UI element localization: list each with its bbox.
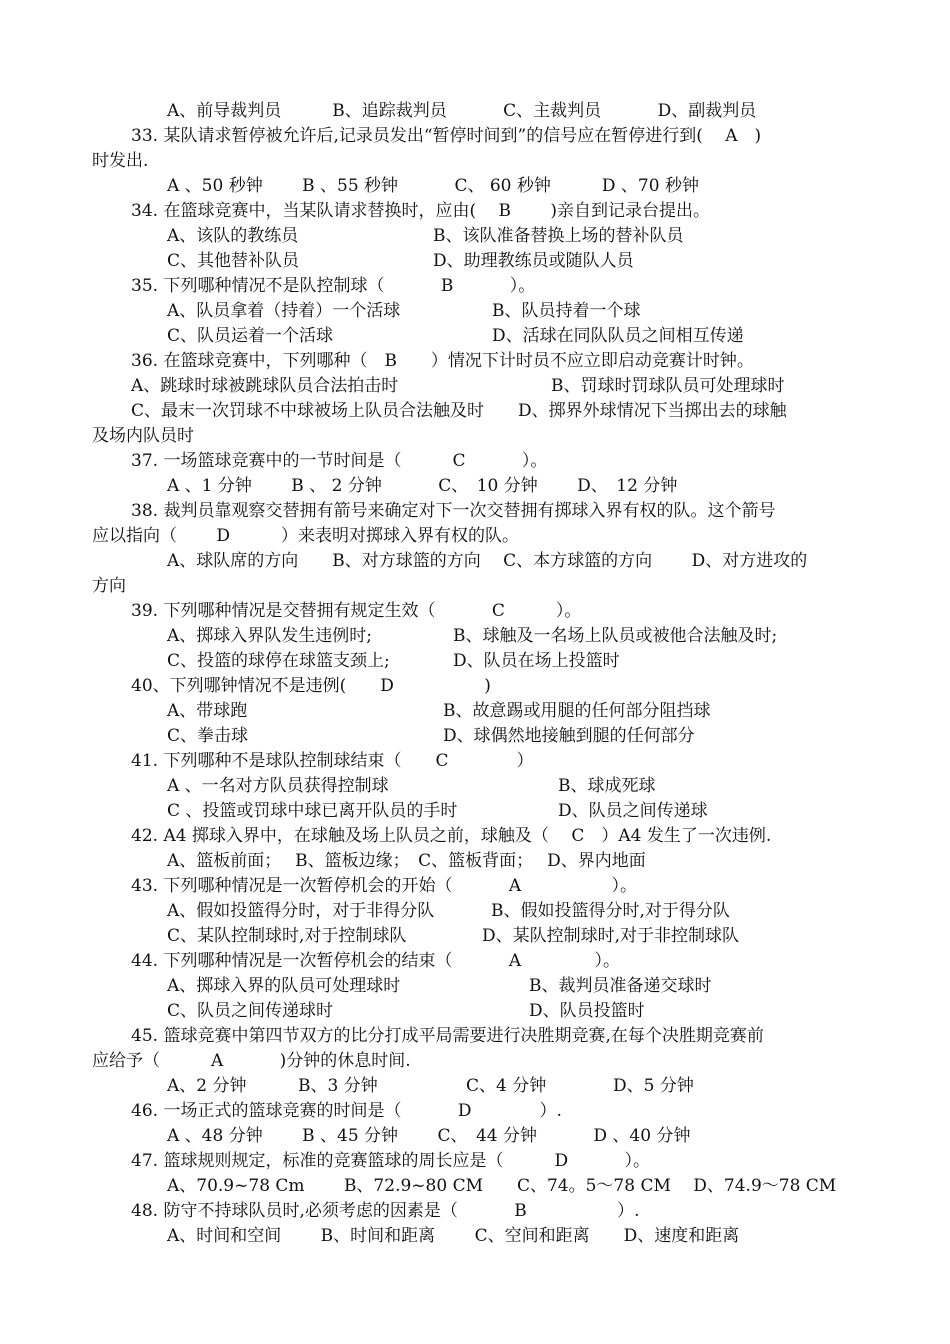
q47-stem: 47. 篮球规则规定，标准的竞赛篮球的周长应是（ D ）。 [131,1151,650,1171]
q44-option-d: D、队员投篮时 [529,1001,645,1021]
q35-option-c: C、队员运着一个活球 [167,326,334,346]
q36-option-d-cont: 及场内队员时 [92,426,194,446]
q38-stem: 38. 裁判员靠观察交替拥有箭号来确定对下一次交替拥有掷球入界有权的队。这个箭号 [131,501,776,521]
q42-options: A、篮板前面； B、篮板边缘； C、篮板背面； D、界内地面 [167,851,646,871]
q36-option-b: B、罚球时罚球队员可处理球时 [551,376,785,396]
q39-option-d: D、队员在场上投篮时 [453,651,620,671]
q36-stem: 36. 在篮球竞赛中，下列哪种（ B ）情况下计时员不应立即启动竞赛计时钟。 [131,351,754,371]
q39-option-a: A、掷球入界队发生违例时; [167,626,373,646]
q43-option-a: A、假如投篮得分时，对于非得分队 [167,901,435,921]
q44-option-b: B、裁判员准备递交球时 [529,976,712,996]
q43-stem: 43. 下列哪种情况是一次暂停机会的开始（ A ）。 [131,876,638,896]
q38-options-cont: 方向 [92,576,126,596]
q41-option-d: D、队员之间传递球 [558,801,708,821]
q47-options: A、70.9~78 Cm B、72.9~80 CM C、74。5～78 CM D、74.9～78 CM [167,1176,837,1196]
q45-option-d: D、5 分钟 [613,1076,694,1096]
q45-option-b: B、3 分钟 [298,1076,378,1096]
q40-option-b: B、故意踢或用腿的任何部分阻挡球 [443,701,711,721]
q33-options: A 、50 秒钟 B 、55 秒钟 C、 60 秒钟 D 、70 秒钟 [167,176,699,196]
q36-option-cd: C、最末一次罚球不中球被场上队员合法触及时 D、掷界外球情况下当掷出去的球触 [131,401,787,421]
q35-option-b: B、队员持着一个球 [492,301,641,321]
q42-stem: 42. A4 掷球入界中，在球触及场上队员之前，球触及（ C ）A4 发生了一次违例. [131,826,772,846]
q45-stem: 45. 篮球竞赛中第四节双方的比分打成平局需要进行决胜期竞赛,在每个决胜期竞赛前 [131,1026,764,1046]
q32-options: A、前导裁判员 B、追踪裁判员 C、主裁判员 D、副裁判员 [167,101,757,121]
q38-options: A、球队席的方向 B、对方球篮的方向 C、本方球篮的方向 D、对方进攻的 [167,551,808,571]
q34-option-d: D、助理教练员或随队人员 [433,251,634,271]
q41-option-c: C 、投篮或罚球中球已离开队员的手时 [167,801,458,821]
q40-option-c: C、拳击球 [167,726,249,746]
q34-stem: 34. 在篮球竞赛中，当某队请求替换时，应由( B )亲自到记录台提出。 [131,201,711,221]
q39-option-c: C、投篮的球停在球篮支颈上; [167,651,390,671]
q45-option-a: A、2 分钟 [167,1076,247,1096]
q41-option-b: B、球成死球 [558,776,656,796]
q33-stem: 33. 某队请求暂停被允许后,记录员发出“暂停时间到”的信号应在暂停进行到( A ) [131,126,762,146]
q36-option-a: A、跳球时球被跳球队员合法拍击时 [131,376,399,396]
q35-option-a: A、队员拿着（持着）一个活球 [167,301,401,321]
q34-option-a: A、该队的教练员 [167,226,299,246]
q43-option-c: C、某队控制球时,对于控制球队 [167,926,407,946]
q37-stem: 37. 一场篮球竞赛中的一节时间是（ C ）。 [131,451,548,471]
q41-stem: 41. 下列哪种不是球队控制球结束（ C ） [131,751,534,771]
q35-option-d: D、活球在同队队员之间相互传递 [492,326,744,346]
q44-option-a: A、掷球入界的队员可处理球时 [167,976,401,996]
q34-option-b: B、该队准备替换上场的替补队员 [433,226,684,246]
q45-option-c: C、4 分钟 [466,1076,547,1096]
q39-option-b: B、球触及一名场上队员或被他合法触及时; [453,626,778,646]
q44-stem: 44. 下列哪种情况是一次暂停机会的结束（ A ）。 [131,951,621,971]
q40-stem: 40、下列哪钟情况不是违例( D ) [131,676,491,696]
q48-options: A、时间和空间 B、时间和距离 C、空间和距离 D、速度和距离 [167,1226,740,1246]
q40-option-d: D、球偶然地接触到腿的任何部分 [443,726,695,746]
q39-stem: 39. 下列哪种情况是交替拥有规定生效（ C ）。 [131,601,582,621]
q38-stem-cont: 应以指向（ D ）来表明对掷球入界有权的队。 [92,526,520,546]
q45-stem-cont: 应给予（ A )分钟的休息时间. [92,1051,411,1071]
q33-stem-cont: 时发出. [92,151,149,171]
q37-options: A 、1 分钟 B 、 2 分钟 C、 10 分钟 D、 12 分钟 [167,476,678,496]
q43-option-d: D、某队控制球时,对于非控制球队 [482,926,740,946]
q41-option-a: A 、一名对方队员获得控制球 [167,776,389,796]
q34-option-c: C、其他替补队员 [167,251,300,271]
q40-option-a: A、带球跑 [167,701,248,721]
q35-stem: 35. 下列哪种情况不是队控制球（ B ）。 [131,276,536,296]
q43-option-b: B、假如投篮得分时,对于得分队 [491,901,730,921]
q44-option-c: C、队员之间传递球时 [167,1001,334,1021]
q46-stem: 46. 一场正式的篮球竞赛的时间是（ D ）. [131,1101,562,1121]
q46-options: A 、48 分钟 B 、45 分钟 C、 44 分钟 D 、40 分钟 [167,1126,691,1146]
q48-stem: 48. 防守不持球队员时,必须考虑的因素是（ B ）. [131,1201,640,1221]
